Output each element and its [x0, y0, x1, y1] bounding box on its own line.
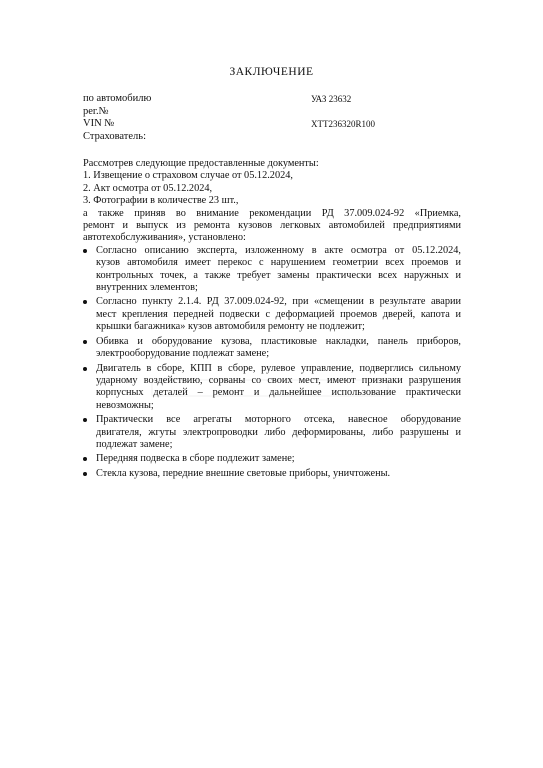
finding-line: Стекла кузова, передние внешние световые приборы, уничтожены.: [96, 467, 391, 479]
finding-line: крышки багажника» кузов автомобиля ремонту не подлежит;: [96, 321, 365, 333]
finding-line: Практически все агрегаты моторного отсека, навесное оборудование: [96, 414, 461, 426]
bullet-icon: [83, 418, 87, 422]
finding-item: [83, 468, 461, 480]
bullet-icon: [83, 457, 87, 461]
findings-list: [83, 245, 461, 480]
finding-line: ударному воздействию, сорваны со своих мест, имеют признаки разрушения: [96, 374, 461, 386]
document-item: 3. Фотографии в количестве 23 шт.,: [83, 195, 239, 207]
finding-line: контрольных точек, а также требует замены практически всех наружных и: [96, 269, 461, 281]
finding-item: [83, 336, 461, 361]
finding-line: корпусных деталей – ремонт и дальнейшее использование практически: [96, 387, 461, 399]
vehicle-label: по автомобилю: [83, 93, 152, 104]
bullet-icon: [83, 472, 87, 476]
finding-line: невозможны;: [96, 399, 154, 411]
recommendation-line: автотехобслуживания», установлено:: [83, 232, 246, 244]
recommendation-paragraph: [83, 208, 461, 245]
bullet-icon: [83, 300, 87, 304]
documents-list: [83, 170, 461, 207]
bullet-icon: [83, 340, 87, 344]
finding-item: [83, 296, 461, 333]
document-title: ЗАКЛЮЧЕНИЕ: [229, 66, 314, 78]
bullet-icon: [83, 249, 87, 253]
insurer-label: Страхователь:: [83, 131, 146, 142]
finding-item: [83, 363, 461, 413]
recommendation-line: ремонт и выпуск из ремонта кузовов легковых автомобилей предприятиями: [83, 220, 461, 232]
vin-value: XTT236320R100: [311, 119, 375, 129]
document-body: [83, 158, 461, 480]
document-item: 2. Акт осмотра от 05.12.2024,: [83, 182, 213, 194]
finding-item: [83, 414, 461, 451]
document-item: 1. Извещение о страховом случае от 05.12.2024,: [83, 170, 293, 182]
finding-line: Обивка и оборудование кузова, пластиковые накладки, панель приборов,: [96, 335, 461, 347]
finding-line: Двигатель в сборе, КПП в сборе, рулевое управление, подверглись сильному: [96, 362, 461, 374]
intro-line: Рассмотрев следующие предоставленные документы:: [83, 158, 319, 169]
vin-label: VIN №: [83, 118, 115, 129]
finding-item: [83, 245, 461, 295]
finding-line: электрооборудование подлежат замене;: [96, 348, 270, 360]
finding-line: мест крепления передней подвески с деформацией проемов дверей, капота и: [96, 308, 461, 320]
finding-line: внутренних элементов;: [96, 282, 198, 294]
finding-line: двигателя, жгуты электропроводки либо деформированы, либо разрушены и: [96, 426, 461, 438]
finding-line: Передняя подвеска в сборе подлежит замене;: [96, 453, 295, 465]
reg-number-label: рег.№: [83, 106, 109, 117]
finding-line: Согласно пункту 2.1.4. РД 37.009.024-92, при «смещении в результате аварии: [96, 296, 461, 308]
finding-line: Согласно описанию эксперта, изложенному в акте осмотра от 05.12.2024,: [96, 244, 461, 256]
finding-item: [83, 453, 461, 465]
recommendation-line: а также приняв во внимание рекомендации РД 37.009.024-92 «Приемка,: [83, 207, 461, 219]
finding-line: кузов автомобиля имеет перекос с нарушением геометрии всех проемов и: [96, 257, 461, 269]
finding-line: подлежат замене;: [96, 438, 173, 450]
vehicle-value: УАЗ 23632: [311, 94, 352, 104]
bullet-icon: [83, 367, 87, 371]
